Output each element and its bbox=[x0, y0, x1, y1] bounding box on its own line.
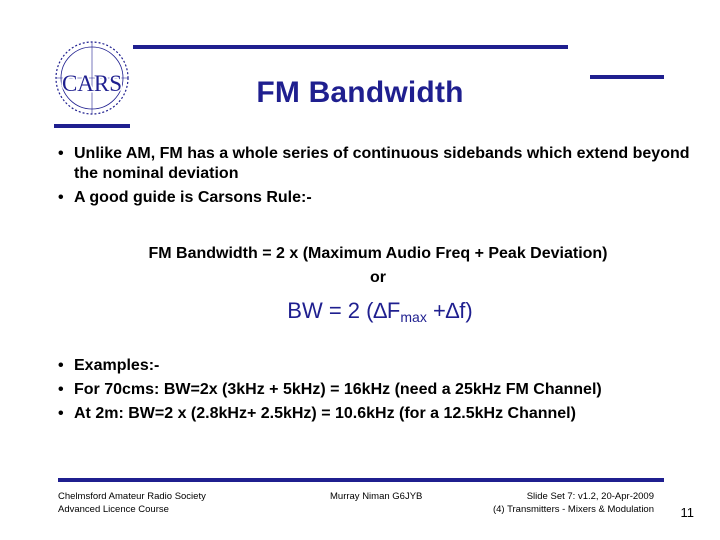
bullet-dot-icon: • bbox=[58, 405, 64, 422]
bullet-dot-icon: • bbox=[58, 189, 64, 206]
bullet-dot-icon: • bbox=[58, 357, 64, 374]
formula-F: F bbox=[386, 298, 401, 323]
bullet-text: A good guide is Carsons Rule:- bbox=[74, 189, 312, 206]
formula-suffix: ) bbox=[465, 298, 473, 323]
cars-logo bbox=[52, 38, 132, 118]
example-item bbox=[58, 354, 708, 378]
bullet-dot-icon: • bbox=[58, 145, 64, 162]
footer-author: Murray Niman G6JYB bbox=[330, 491, 423, 502]
footer-right bbox=[430, 490, 654, 516]
example-item bbox=[58, 378, 708, 402]
example-text: Examples:- bbox=[74, 357, 160, 374]
bullet-item bbox=[58, 188, 698, 208]
delta-symbol: ∆ bbox=[373, 298, 387, 323]
example-item bbox=[58, 402, 708, 426]
footer-center bbox=[330, 490, 422, 503]
carsons-rule-line: FM Bandwidth = 2 x (Maximum Audio Freq + Peak Deviation) bbox=[148, 245, 608, 262]
footer-society: Chelmsford Amateur Radio Society bbox=[58, 491, 206, 502]
bandwidth-formula bbox=[180, 296, 580, 332]
page-number: 11 bbox=[680, 505, 694, 520]
formula-plus: + bbox=[426, 298, 446, 323]
example-text: For 70cms: BW=2x (3kHz + 5kHz) = 16kHz (need a 25kHz FM Channel) bbox=[74, 381, 602, 398]
examples-list bbox=[58, 354, 708, 426]
carsons-rule-or: or bbox=[370, 269, 386, 286]
footer-left bbox=[58, 490, 206, 516]
slide-title: FM Bandwidth bbox=[256, 76, 464, 109]
footer-slide-set: Slide Set 7: v1.2, 20-Apr-2009 bbox=[526, 491, 654, 502]
footer-section: (4) Transmitters - Mixers & Modulation bbox=[492, 504, 654, 515]
formula-subscript: max bbox=[400, 309, 427, 325]
right-short-rule bbox=[590, 75, 664, 79]
carsons-rule bbox=[100, 242, 656, 290]
logo-text: CARS bbox=[61, 71, 123, 96]
bullet-text: Unlike AM, FM has a whole series of continuous sidebands which extend beyond the nominal deviation bbox=[74, 145, 690, 182]
delta-symbol: ∆ bbox=[445, 298, 460, 323]
footer-rule bbox=[58, 478, 664, 482]
footer-course: Advanced Licence Course bbox=[58, 504, 169, 515]
formula-prefix: BW = 2 ( bbox=[287, 298, 374, 323]
formula-f: f bbox=[459, 298, 466, 323]
intro-bullets bbox=[58, 144, 698, 208]
example-text: At 2m: BW=2 x (2.8kHz+ 2.5kHz) = 10.6kHz (for a 12.5kHz Channel) bbox=[74, 405, 576, 422]
logo-under-rule bbox=[54, 124, 130, 128]
top-rule bbox=[133, 45, 568, 49]
bullet-item bbox=[58, 144, 698, 184]
bullet-dot-icon: • bbox=[58, 381, 64, 398]
